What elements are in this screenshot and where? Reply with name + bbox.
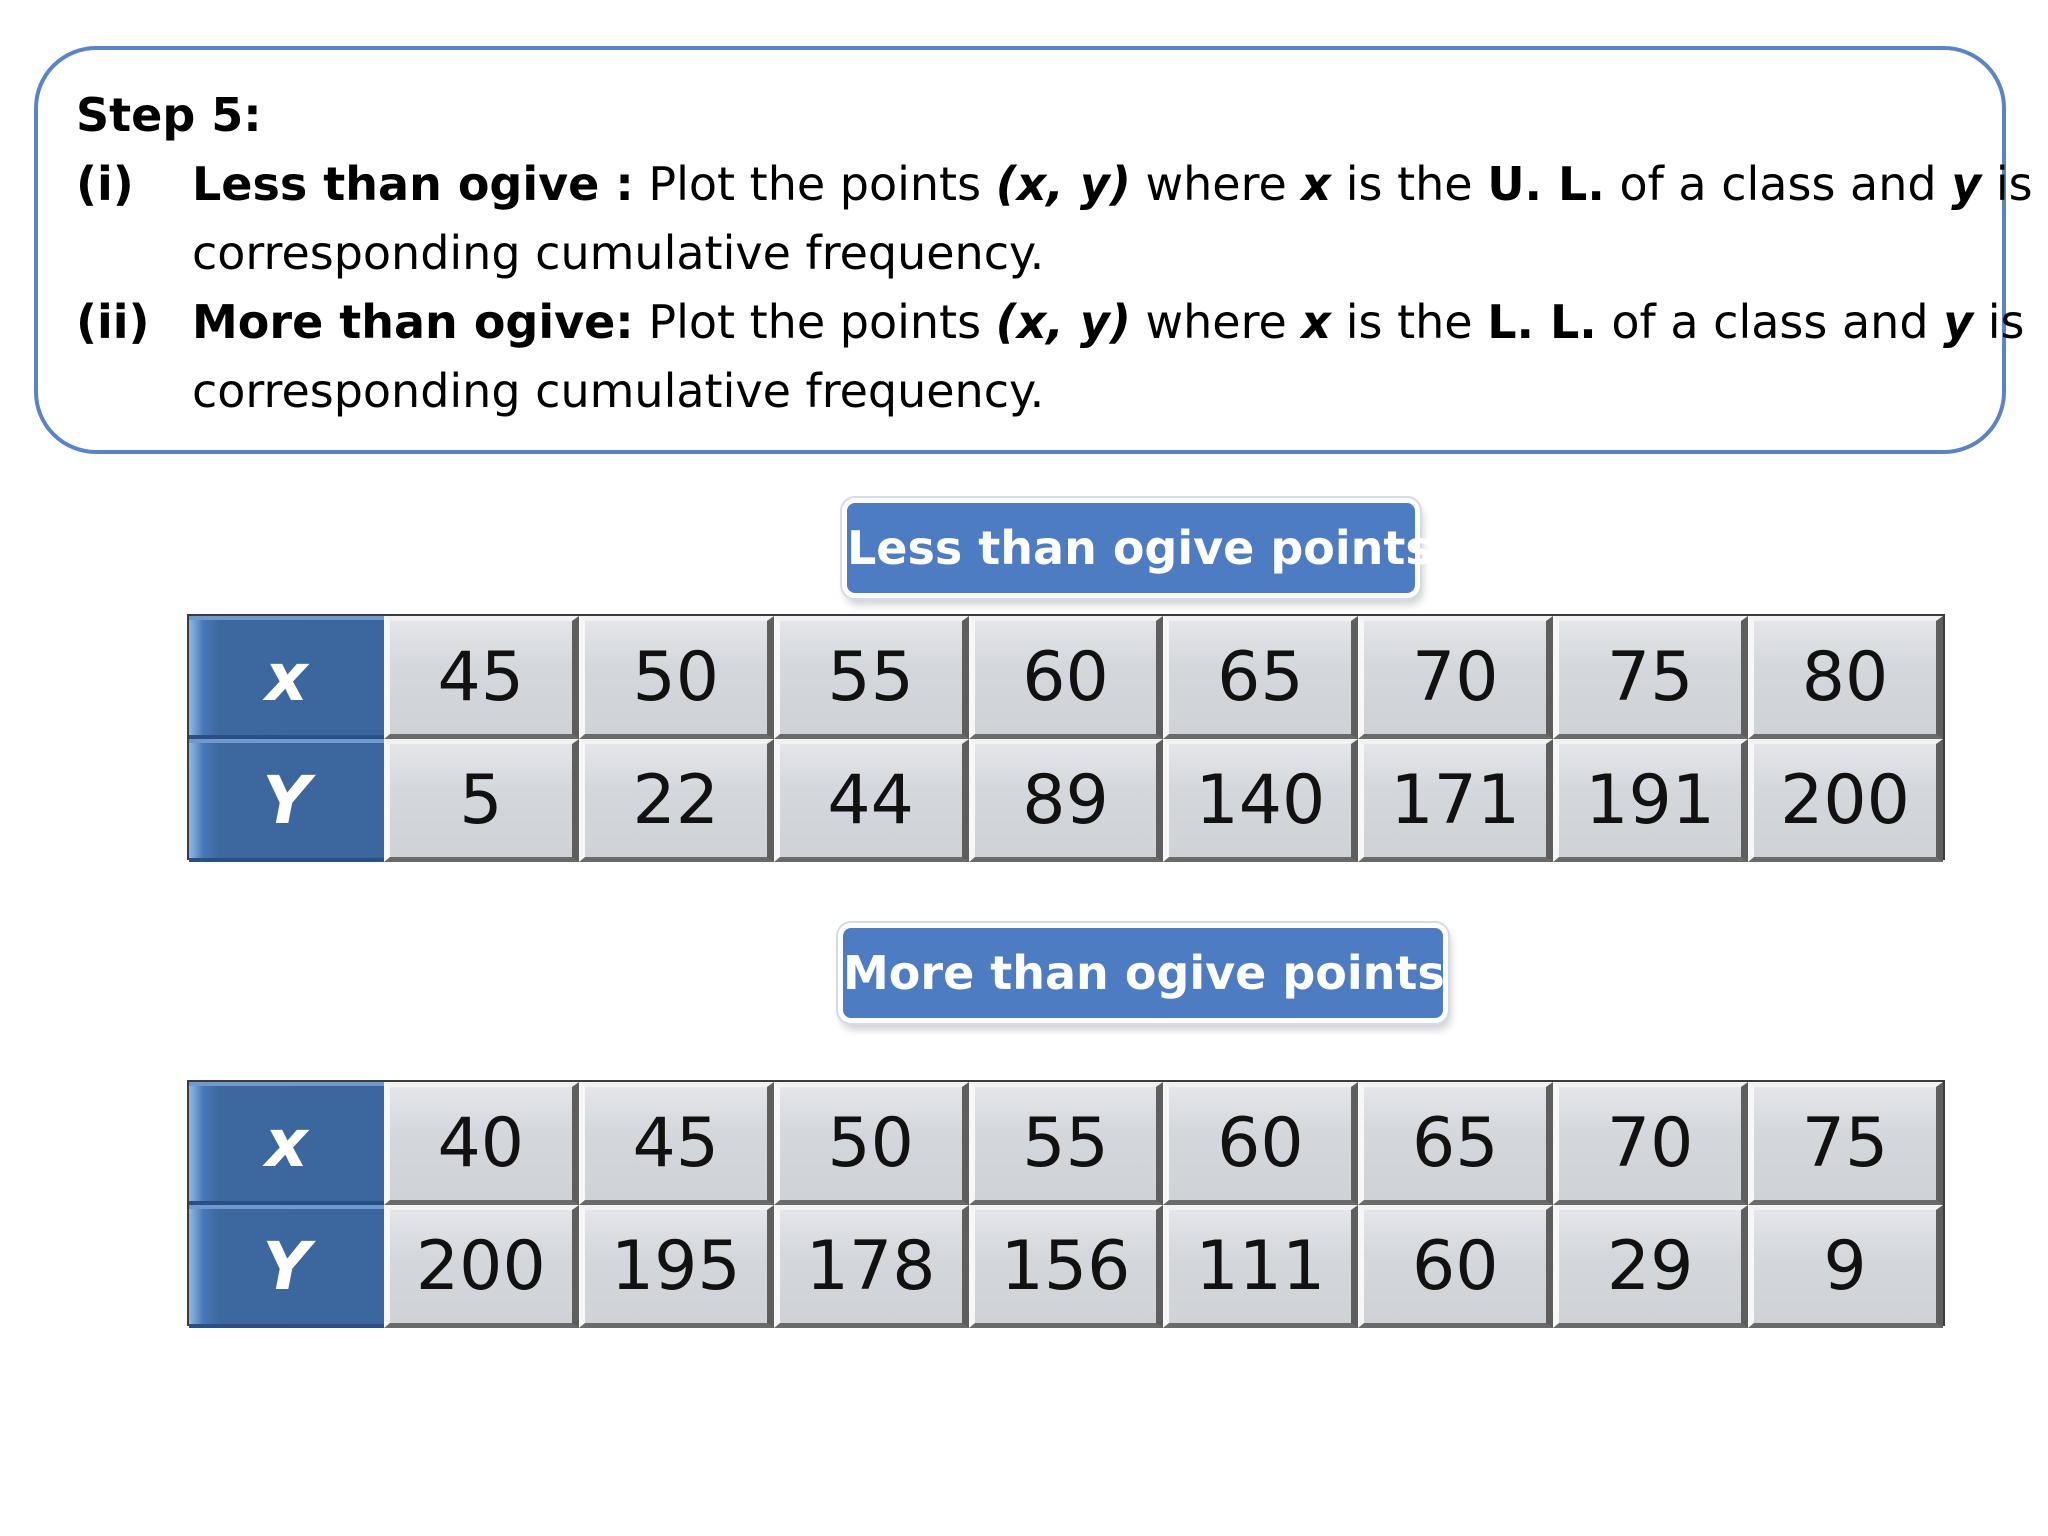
item-line-2: corresponding cumulative frequency. xyxy=(192,364,1045,418)
table-cell-x: 50 xyxy=(579,616,774,739)
more-than-ogive-table xyxy=(187,1080,1945,1326)
step-title: Step 5: xyxy=(76,88,262,142)
table-cell-y: 29 xyxy=(1553,1205,1748,1328)
table-cell-x: 80 xyxy=(1748,616,1943,739)
less-than-ogive-table xyxy=(187,614,1945,860)
table-cell-x: 40 xyxy=(384,1082,579,1205)
item-y-var: y xyxy=(1951,157,1982,211)
table-cell-x: 55 xyxy=(969,1082,1164,1205)
item-x-var: x xyxy=(1301,295,1332,349)
table-cell-x: 55 xyxy=(774,616,969,739)
item-limit: U. L. xyxy=(1487,157,1605,211)
table-cell-x: 45 xyxy=(384,616,579,739)
table-cell-y: 89 xyxy=(969,739,1164,862)
item-body xyxy=(192,150,2048,288)
item-line-2: corresponding cumulative frequency. xyxy=(192,226,1045,280)
item-text: Plot the points xyxy=(633,295,996,349)
item-text: of a class and xyxy=(1596,295,1944,349)
table-cell-y: 111 xyxy=(1163,1205,1358,1328)
table-cell-y: 178 xyxy=(774,1205,969,1328)
table-cell-y: 60 xyxy=(1358,1205,1553,1328)
table-cell-x: 60 xyxy=(1163,1082,1358,1205)
table-cell-x: 60 xyxy=(969,616,1164,739)
table-cell-x: 70 xyxy=(1358,616,1553,739)
item-coord: (x, y) xyxy=(995,295,1131,349)
item-line-1 xyxy=(192,288,2025,357)
item-y-var: y xyxy=(1943,295,1974,349)
item-text: Plot the points xyxy=(633,157,996,211)
table-cell-y: 200 xyxy=(384,1205,579,1328)
item-label: Less than ogive : xyxy=(192,157,634,211)
table-cell-y: 191 xyxy=(1553,739,1748,862)
item-numeral: (i) xyxy=(76,157,134,211)
table-cell-x: 65 xyxy=(1163,616,1358,739)
x-header-cell: x xyxy=(189,1082,384,1205)
table-cell-y: 171 xyxy=(1358,739,1553,862)
item-numeral: (ii) xyxy=(76,295,150,349)
table-cell-x: 70 xyxy=(1553,1082,1748,1205)
item-text: where xyxy=(1130,157,1302,211)
table-cell-y: 200 xyxy=(1748,739,1943,862)
table-cell-x: 65 xyxy=(1358,1082,1553,1205)
table-cell-x: 75 xyxy=(1553,616,1748,739)
item-text: is the xyxy=(1331,295,1488,349)
item-x-var: x xyxy=(1301,157,1332,211)
less-than-ogive-label: Less than ogive points xyxy=(847,503,1415,593)
item-label: More than ogive: xyxy=(192,295,634,349)
more-than-ogive-label: More than ogive points xyxy=(843,928,1443,1018)
table-cell-y: 5 xyxy=(384,739,579,862)
table-cell-x: 45 xyxy=(579,1082,774,1205)
table-cell-y: 44 xyxy=(774,739,969,862)
item-text: where xyxy=(1130,295,1302,349)
item-body xyxy=(192,288,2048,426)
y-header-cell: Y xyxy=(189,1205,384,1328)
table-cell-x: 75 xyxy=(1748,1082,1943,1205)
table-cell-y: 195 xyxy=(579,1205,774,1328)
item-coord: (x, y) xyxy=(995,157,1131,211)
y-header-cell: Y xyxy=(189,739,384,862)
table-cell-y: 22 xyxy=(579,739,774,862)
item-text: is the xyxy=(1331,157,1488,211)
item-line-1 xyxy=(192,150,2033,219)
table-cell-y: 140 xyxy=(1163,739,1358,862)
x-header-cell: x xyxy=(189,616,384,739)
table-cell-y: 156 xyxy=(969,1205,1164,1328)
item-text: of a class and xyxy=(1604,157,1952,211)
table-cell-x: 50 xyxy=(774,1082,969,1205)
item-text: is xyxy=(1981,157,2033,211)
item-text: is xyxy=(1973,295,2025,349)
item-limit: L. L. xyxy=(1487,295,1597,349)
table-cell-y: 9 xyxy=(1748,1205,1943,1328)
